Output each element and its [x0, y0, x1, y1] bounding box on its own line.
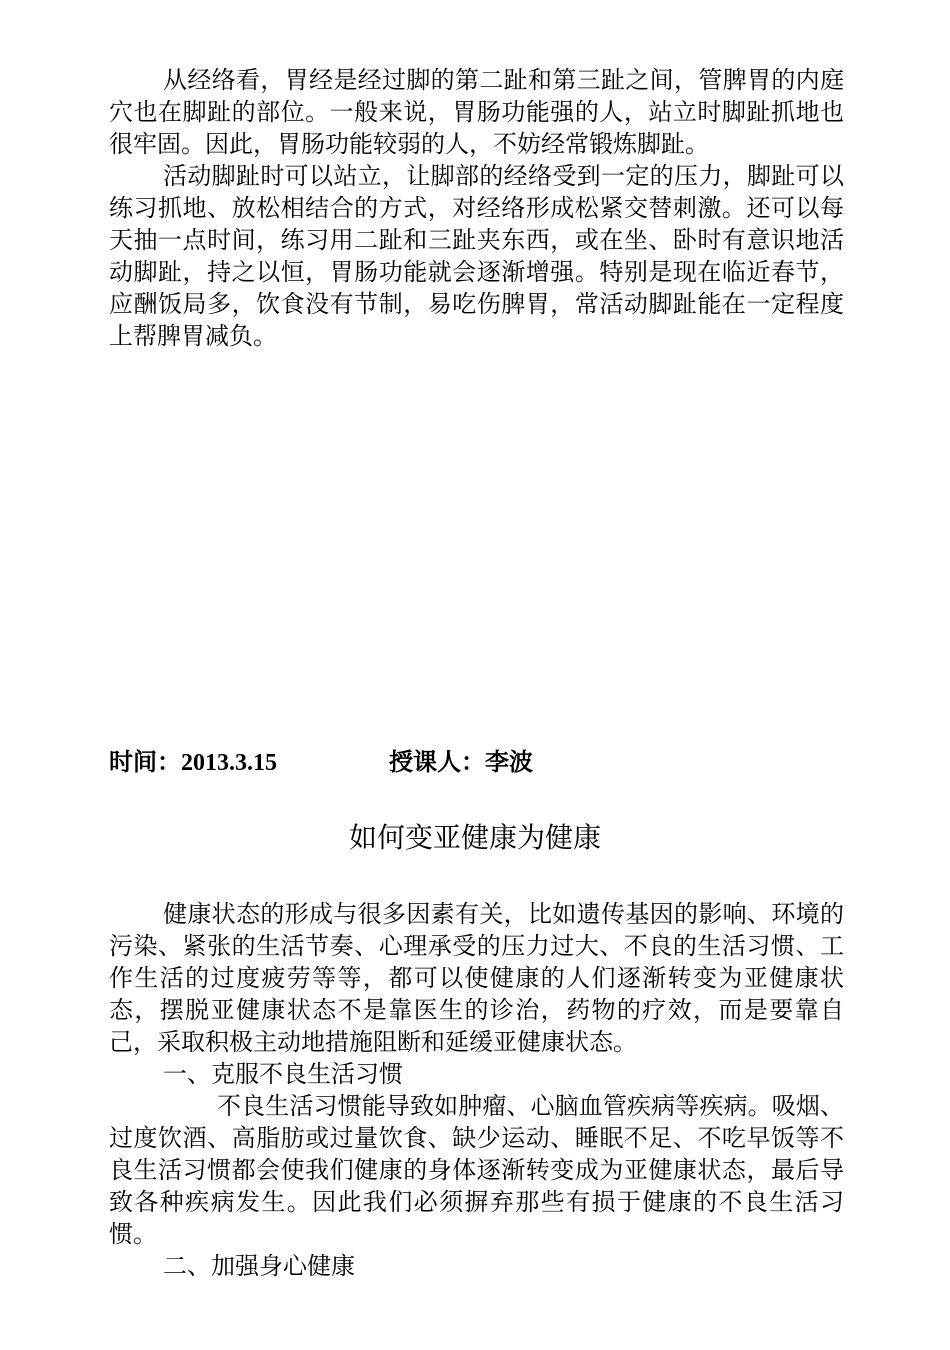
- lecturer: 授课人：李波: [389, 750, 533, 776]
- section-heading-1: 一、克服不良生活习惯: [163, 1060, 403, 1088]
- lecture-time: 时间：2013.3.15: [109, 750, 277, 776]
- article-title: 如何变亚健康为健康: [348, 821, 601, 854]
- article-body: [109, 898, 844, 1282]
- lecture-meta: [109, 747, 844, 779]
- paragraph-meridian: 从经络看，胃经是经过脚的第二趾和第三趾之间，管脾胃的内庭穴也在脚趾的部位。一般来说，胃肠功能强的人，站立时脚趾抓地也很牢固。因此，胃肠功能较弱的人，不妨经常锻炼脚趾。: [109, 66, 844, 158]
- paragraph-intro: 健康状态的形成与很多因素有关，比如遗传基因的影响、环境的污染、紧张的生活节奏、心理承受的压力过大、不良的生活习惯、工作生活的过度疲劳等等，都可以使健康的人们逐渐转变为亚健康状态，摆脱亚健康状态不是靠医生的诊治，药物的疗效，而是要靠自己，采取积极主动地措施阻断和延缓亚健康状态。: [109, 900, 844, 1056]
- paragraph-toe-exercise: 活动脚趾时可以站立，让脚部的经络受到一定的压力，脚趾可以练习抓地、放松相结合的方式，对经络形成松紧交替刺激。还可以每天抽一点时间，练习用二趾和三趾夹东西，或在坐、卧时有意识地活动脚趾，持之以恒，胃肠功能就会逐渐增强。特别是现在临近春节，应酬饭局多，饮食没有节制，易吃伤脾胃，常活动脚趾能在一定程度上帮脾胃减负。: [109, 162, 844, 350]
- top-text-block: [109, 64, 844, 352]
- paragraph-section-1: 不良生活习惯能导致如肿瘤、心脑血管疾病等疾病。吸烟、过度饮酒、高脂肪或过量饮食、缺少运动、睡眠不足、不吃早饭等不良生活习惯都会使我们健康的身体逐渐转变成为亚健康状态，最后导致各种疾病发生。因此我们必须摒弃那些有损于健康的不良生活习惯。: [109, 1092, 844, 1248]
- section-heading-2: 二、加强身心健康: [163, 1252, 355, 1280]
